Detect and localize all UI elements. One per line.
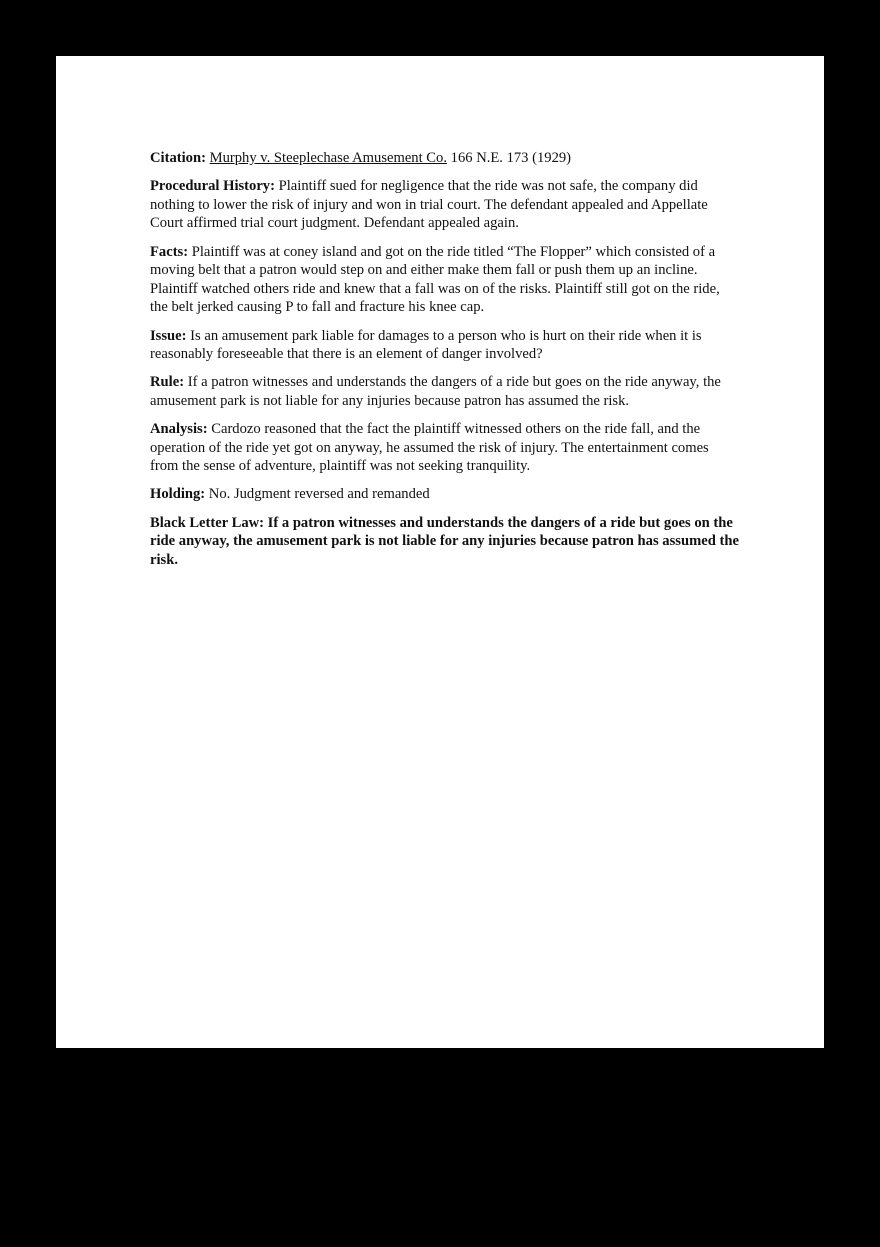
facts-text: Plaintiff was at coney island and got on the ride titled “The Flopper” which consisted of a moving belt that a patron would step on and either make them fall or push them up an incline. Plaintiff watched others ride and knew that a fall was on of the risks. Plaintiff still got on the ride, the belt jerked causing P to fall and fracture his knee cap. xyxy=(150,243,720,316)
rule-section xyxy=(150,373,740,410)
black-letter-law-label: Black Letter Law: xyxy=(150,514,265,531)
document-page xyxy=(56,56,824,1048)
case-brief xyxy=(150,149,740,579)
citation-reporter: 166 N.E. 173 (1929) xyxy=(447,150,572,166)
holding-label: Holding: xyxy=(150,486,206,503)
black-letter-law-section xyxy=(150,514,740,570)
case-name: Murphy v. Steeplechase Amusement Co. xyxy=(209,150,447,166)
facts-label: Facts: xyxy=(150,243,189,260)
issue-text: Is an amusement park liable for damages to a person who is hurt on their ride when it is reasonably foreseeable that there is an element of danger involved? xyxy=(150,327,702,363)
citation-section xyxy=(150,149,740,168)
rule-text: If a patron witnesses and understands the dangers of a ride but goes on the ride anyway, the amusement park is not liable for any injuries because patron has assumed the risk. xyxy=(150,374,721,409)
holding-text: No. Judgment reversed and remanded xyxy=(205,486,430,503)
procedural-history-label: Procedural History: xyxy=(150,178,275,195)
citation-label: Citation: xyxy=(150,150,206,166)
analysis-section xyxy=(150,420,740,476)
procedural-history-text: Plaintiff sued for negligence that the ride was not safe, the company did nothing to lower the risk of injury and won in trial court. The defendant appealed and Appellate Court affirmed trial court judgment. Defendant appealed again. xyxy=(150,178,708,232)
holding-section xyxy=(150,485,740,504)
issue-label: Issue: xyxy=(150,327,187,344)
black-letter-law-text: If a patron witnesses and understands the dangers of a ride but goes on the ride anyway, the amusement park is not liable for any injuries because patron has assumed the risk. xyxy=(150,514,739,568)
analysis-text: Cardozo reasoned that the fact the plaintiff witnessed others on the ride fall, and the operation of the ride yet got on anyway, he assumed the risk of injury. The entertainment comes from the sense of adventure, plaintiff was not seeking tranquility. xyxy=(150,421,709,475)
procedural-history-section xyxy=(150,177,740,233)
rule-label: Rule: xyxy=(150,374,185,391)
analysis-label: Analysis: xyxy=(150,421,208,438)
issue-section xyxy=(150,327,740,364)
facts-section xyxy=(150,243,740,317)
